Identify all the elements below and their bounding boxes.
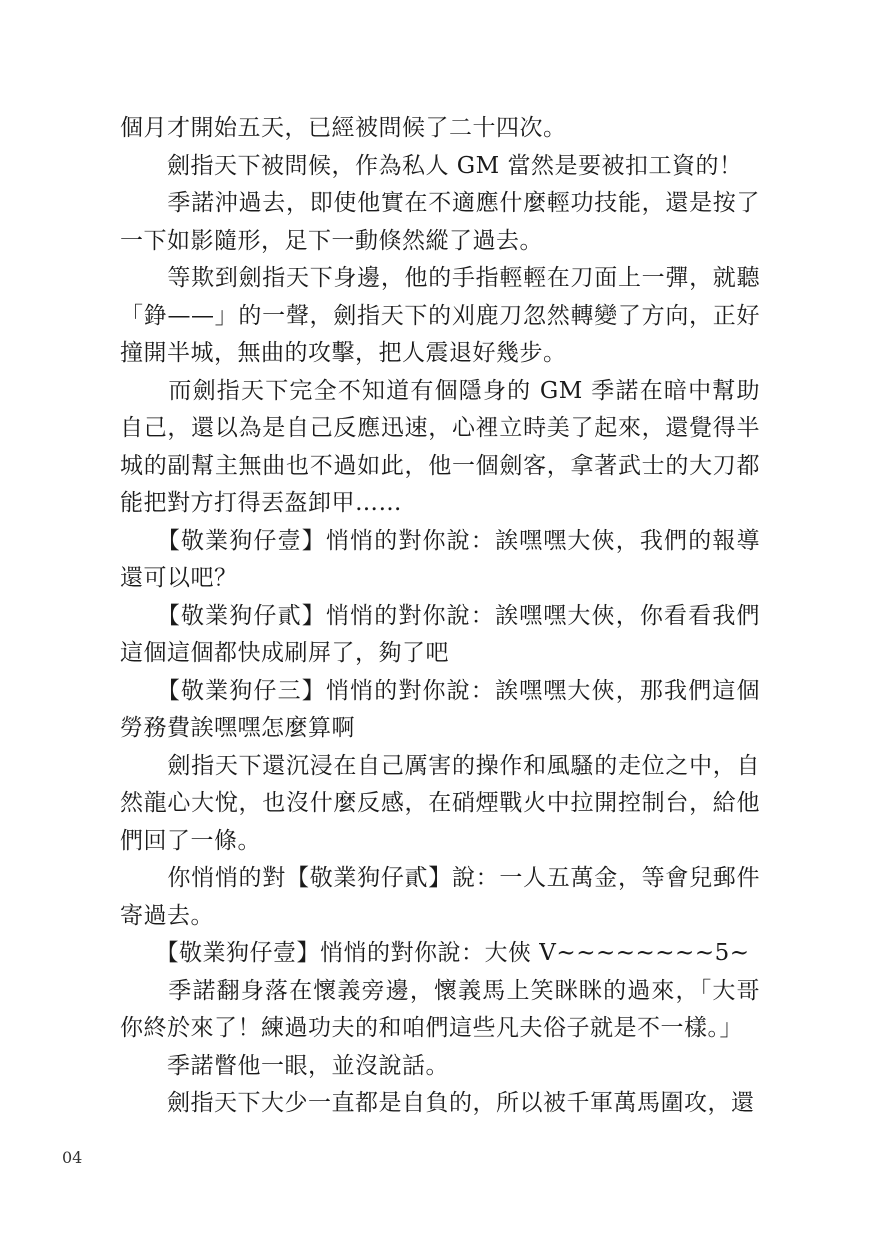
paragraph: 個月才開始五天，已經被問候了二十四次。: [120, 115, 567, 141]
paragraph: 季諾沖過去，即使他實在不適應什麼輕功技能，還是按了一下如影隨形，足下一動倏然縱了過去。: [120, 190, 760, 254]
paragraph: 【敬業狗仔壹】悄悄的對你說：誒嘿嘿大俠，我們的報導還可以吧？: [120, 527, 760, 591]
page-number: 04: [62, 1148, 83, 1167]
paragraph: 你悄悄的對【敬業狗仔貳】說：一人五萬金，等會兒郵件寄過去。: [120, 865, 760, 929]
paragraph: 季諾瞥他一眼，並沒說話。: [120, 1052, 449, 1079]
paragraph: 【敬業狗仔壹】悄悄的對你說：大俠 V~~~~~~~~5~: [120, 940, 750, 966]
paragraph: 劍指天下大少一直都是自負的，所以被千軍萬馬圍攻，還: [120, 1090, 755, 1116]
paragraph: 【敬業狗仔貳】悄悄的對你說：誒嘿嘿大俠，你看看我們這個這個都快成刷屏了，夠了吧: [120, 602, 760, 666]
paragraph: 等欺到劍指天下身邊，他的手指輕輕在刀面上一彈，就聽「錚——」的一聲，劍指天下的刈鹿刀忽然轉變了方向，正好撞開半城，無曲的攻擊，把人震退好幾步。: [120, 265, 760, 366]
paragraph: 季諾翻身落在懷義旁邊，懷義馬上笑眯眯的過來，「大哥你終於來了！練過功夫的和咱們這些凡夫俗子就是不一樣。」: [120, 977, 760, 1041]
page-body: [120, 110, 760, 1123]
paragraph: 【敬業狗仔三】悄悄的對你說：誒嘿嘿大俠，那我們這個勞務費誒嘿嘿怎麼算啊: [120, 677, 760, 741]
paragraph: 而劍指天下完全不知道有個隱身的 GM 季諾在暗中幫助自己，還以為是自己反應迅速，心裡立時美了起來，還覺得半城的副幫主無曲也不過如此，他一個劍客，拿著武士的大刀都能把對方打得丟盔卸甲……: [120, 377, 760, 516]
paragraph: 劍指天下被問候，作為私人 GM 當然是要被扣工資的！: [120, 152, 743, 179]
paragraph: 劍指天下還沉浸在自己厲害的操作和風騷的走位之中，自然龍心大悅，也沒什麼反感，在硝煙戰火中拉開控制台，給他們回了一條。: [120, 752, 760, 854]
